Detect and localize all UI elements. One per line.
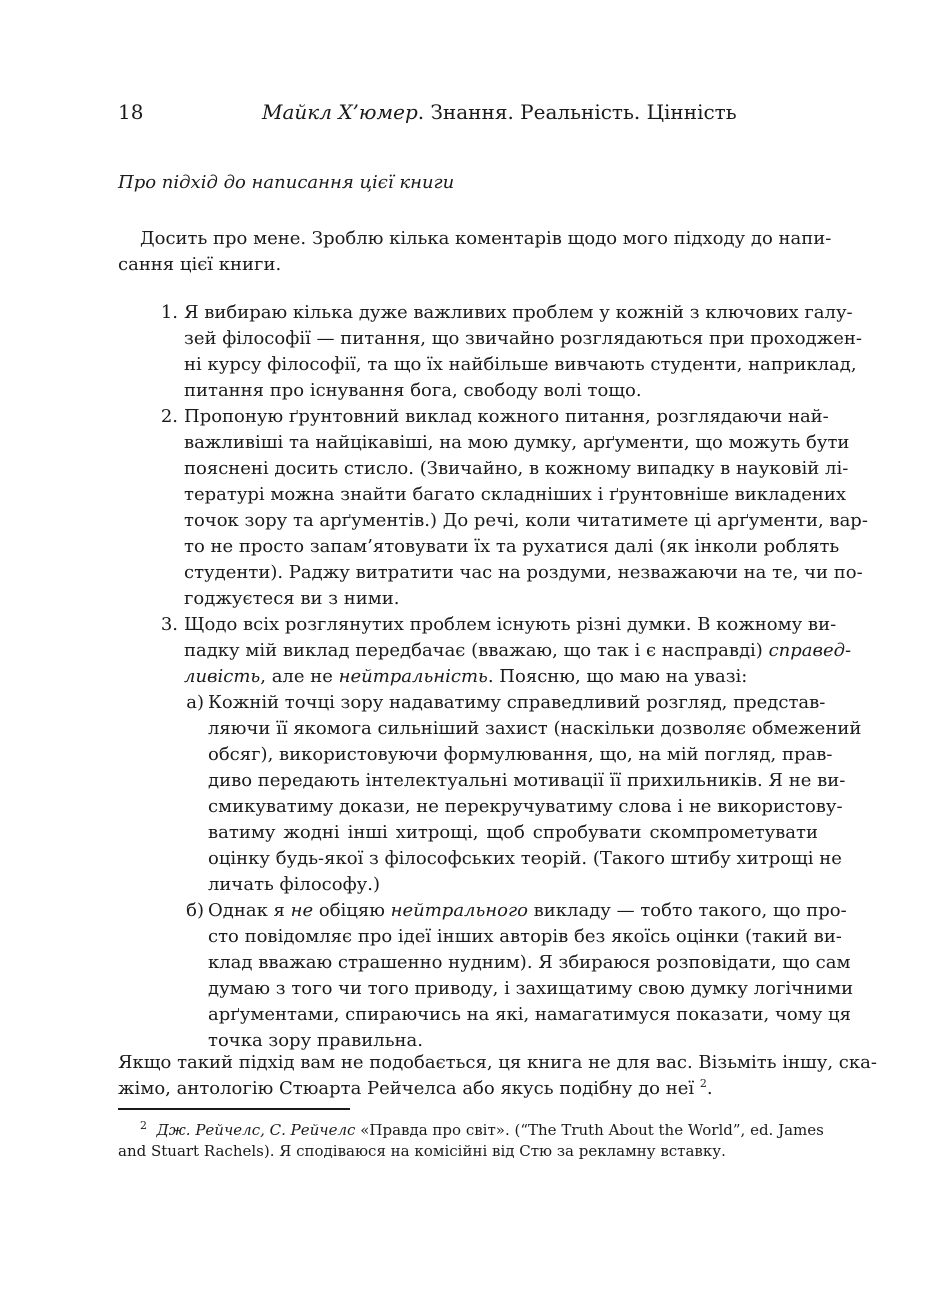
subitem-b-line: сто повідомляє про ідеї інших авторів без якоїсь оцінки (такий ви- <box>208 926 842 947</box>
subitem-b-text: викладу — тобто такого, що про- <box>527 900 847 921</box>
item-2-line: годжуєтеся ви з ними. <box>184 588 400 609</box>
header-author: Майкл Х’юмер <box>262 100 418 124</box>
subitem-b-line: клад вважаю страшенно нудним). Я збираюся розповідати, що сам <box>208 952 851 973</box>
item-1-line: зей філософії — питання, що звичайно розглядаються при проходжен- <box>184 328 862 349</box>
item-number-1: 1. <box>160 302 178 323</box>
intro-line-1: Досить про мене. Зроблю кілька коментарів щодо мого підходу до напи- <box>140 228 832 249</box>
subitem-label-a: а) <box>186 692 204 713</box>
section-title: Про підхід до написання цієї книги <box>118 172 455 193</box>
item-number-3: 3. <box>160 614 178 635</box>
item-3-line-1: Щодо всіх розглянутих проблем існують різні думки. В кожному ви- <box>184 614 837 635</box>
item-2-line: Пропоную ґрунтовний виклад кожного питання, розглядаючи най- <box>184 406 829 427</box>
emphasis-fairness-end: ливість <box>184 666 261 687</box>
subitem-b-line: арґументами, спираючись на які, намагатимуся показати, чому ця <box>208 1004 851 1025</box>
item-2-line: то не просто запам’ятовувати їх та рухатися далі (як інколи роблять <box>184 536 840 557</box>
item-3-line-2 <box>184 638 852 664</box>
item-3-line-3 <box>184 664 747 690</box>
footnote-reference[interactable]: 2 <box>699 1077 707 1090</box>
subitem-a-line: личать філософу.) <box>208 874 381 895</box>
item-2-line: тературі можна знайти багато складніших і ґрунтовніше викладених <box>184 484 846 505</box>
subitem-label-b: б) <box>186 900 204 921</box>
subitem-a-line: ватиму жодні інші хитрощі, щоб спробувати скомпрометувати <box>208 822 818 843</box>
closing-line-2 <box>118 1076 713 1102</box>
footnote-line-1 <box>140 1120 824 1140</box>
subitem-a-line: обсяг), використовуючи формулювання, що, на мій погляд, прав- <box>208 744 833 765</box>
running-header <box>262 100 737 124</box>
item-2-line: пояснені досить стисло. (Звичайно, в кожному випадку в науковій лі- <box>184 458 849 479</box>
item-2-line: точок зору та арґументів.) До речі, коли читатимете ці арґументи, вар- <box>184 510 868 531</box>
emphasis-fairness: справед- <box>768 640 852 661</box>
subitem-a-line: диво передають інтелектуальні мотивації її прихильників. Я не ви- <box>208 770 846 791</box>
item-3-text: . Поясню, що маю на увазі: <box>487 666 748 687</box>
item-1-line: ні курсу філософії, та що їх найбільше вивчають студенти, наприклад, <box>184 354 857 375</box>
footnote-mark: 2 <box>140 1119 147 1132</box>
subitem-b-text: обіцяю <box>313 900 391 921</box>
closing-text: жімо, антологію Стюарта Рейчелса або якусь подібну до неї <box>118 1078 700 1099</box>
footnote-authors: Дж. Рейчелс, С. Рейчелс <box>156 1121 356 1139</box>
header-book-title: . Знання. Реальність. Цінність <box>417 100 737 124</box>
item-3-text: падку мій виклад передбачає (вважаю, що так і є насправді) <box>184 640 769 661</box>
subitem-b-line-1 <box>208 898 847 924</box>
item-number-2: 2. <box>160 406 178 427</box>
emphasis-neutral: нейтрального <box>390 900 528 921</box>
item-1-line: питання про існування бога, свободу волі тощо. <box>184 380 642 401</box>
subitem-b-line: думаю з того чи того приводу, і захищатиму свою думку логічними <box>208 978 854 999</box>
footnote-divider <box>118 1108 350 1110</box>
item-2-line: студенти). Раджу витратити час на роздуми, незважаючи на те, чи по- <box>184 562 863 583</box>
subitem-b-line: точка зору правильна. <box>208 1030 423 1051</box>
closing-line-1: Якщо такий підхід вам не подобається, ця книга не для вас. Візьміть іншу, ска- <box>118 1052 877 1073</box>
subitem-a-line: смикуватиму докази, не перекручуватиму слова і не використову- <box>208 796 843 817</box>
subitem-a-line: Кожній точці зору надаватиму справедливий розгляд, представ- <box>208 692 826 713</box>
intro-line-2: сання цієї книги. <box>118 254 282 275</box>
subitem-a-line: ляючи її якомога сильніший захист (наскільки дозволяє обмежений <box>208 718 862 739</box>
subitem-a-line: оцінку будь-якої з філософських теорій. (Такого штибу хитрощі не <box>208 848 842 869</box>
item-3-text: , але не <box>260 666 339 687</box>
emphasis-not: не <box>290 900 314 921</box>
item-1-line: Я вибираю кілька дуже важливих проблем у кожній з ключових галу- <box>184 302 853 323</box>
closing-text: . <box>706 1078 713 1099</box>
footnote-text: «Правда про світ». (“The Truth About the World”, ed. James <box>355 1121 824 1139</box>
emphasis-neutrality: нейтральність <box>338 666 488 687</box>
subitem-b-text: Однак я <box>208 900 291 921</box>
page-number: 18 <box>118 100 144 124</box>
footnote-line-2: and Stuart Rachels). Я сподіваюся на комісійні від Стю за рекламну вставку. <box>118 1142 726 1160</box>
item-2-line: важливіші та найцікавіші, на мою думку, арґументи, що можуть бути <box>184 432 850 453</box>
